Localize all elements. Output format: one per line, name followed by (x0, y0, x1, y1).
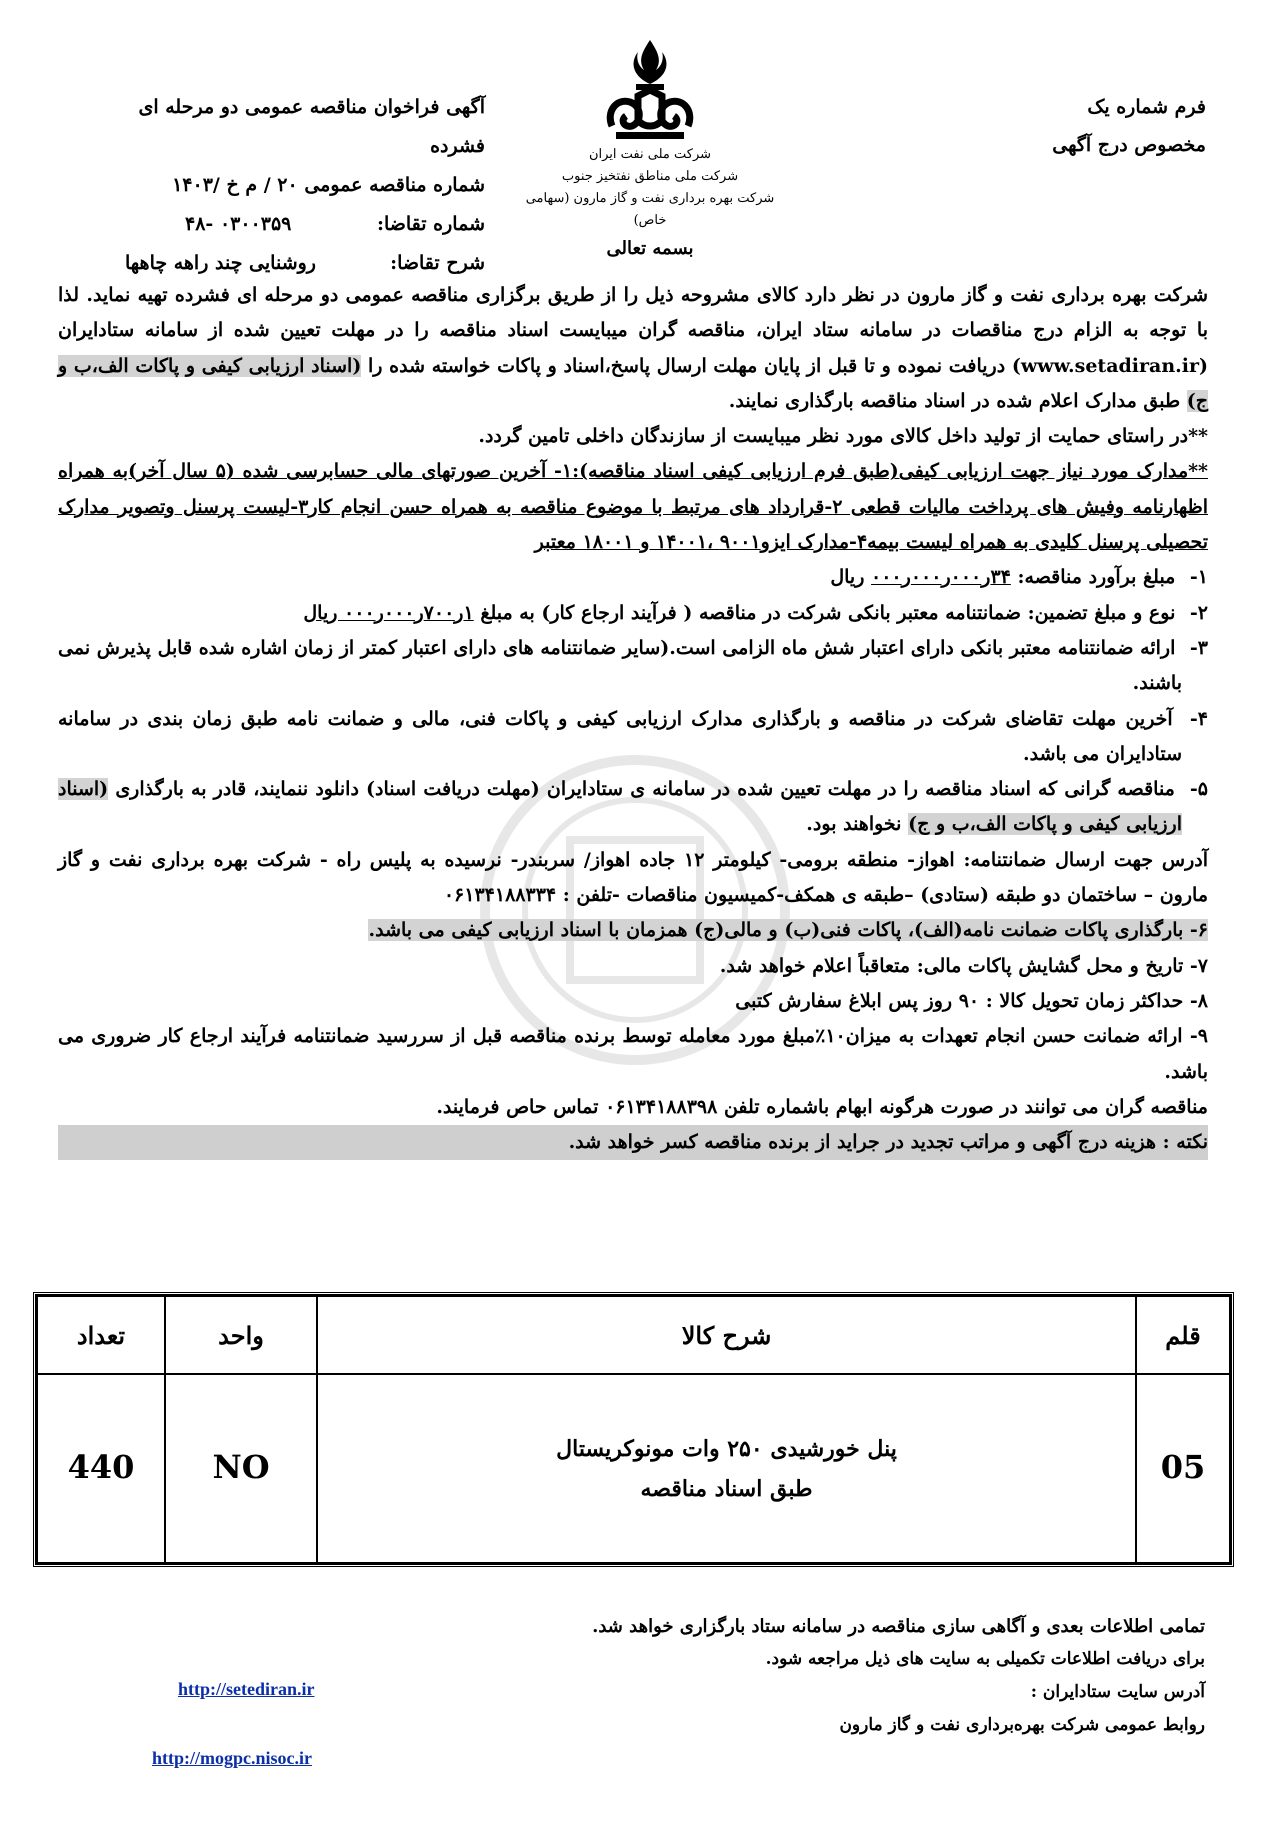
bismillah: بسمه تعالی (606, 238, 694, 259)
item-8: ۸- حداکثر زمان تحویل کالا : ۹۰ روز پس ابلاغ سفارش کتبی (735, 989, 1208, 1012)
footer-line-2: برای دریافت اطلاعات تکمیلی به سایت های ذیل مراجعه شود. (765, 1649, 1205, 1669)
quantity-value: 440 (67, 1447, 135, 1486)
company-name-1: شرکت ملی نفت ایران (588, 147, 712, 162)
cell-quantity (37, 1374, 165, 1563)
mogpc-link[interactable]: http://mogpc.nisoc.ir (152, 1748, 312, 1768)
item-2 (58, 596, 1208, 631)
item-4 (58, 702, 1208, 773)
cell-item (1136, 1374, 1230, 1563)
footer-line-1: تمامی اطلاعات بعدی و آگاهی سازی مناقصه در سامانه ستاد بارگزاری خواهد شد. (592, 1616, 1205, 1637)
intro-text-end: طبق مدارک اعلام شده در اسناد مناقصه بارگذاری نمایند. (728, 389, 1181, 412)
item-9: ۹- ارائه ضمانت حسن انجام تعهدات به میزان۱۰٪مبلغ مورد معامله توسط برنده مناقصه قبل از سررسید ضمانتنامه فرآیند ارجاع کار ضروری می باشد. (58, 1025, 1208, 1083)
tender-number-row (125, 166, 485, 205)
notice-title: آگهی فراخوان مناقصه عمومی دو مرحله ای فشرده (138, 96, 485, 157)
request-desc-value: روشنایی چند راهه چاهها (125, 252, 316, 274)
request-number-label: شماره تقاضا: (376, 213, 485, 235)
item-code: 05 (1160, 1447, 1206, 1486)
item-text: مناقصه گرانی که اسناد مناقصه را در مهلت تعیین شده در سامانه ی ستادایران (مهلت دریافت اسناد) دانلود ننمایند، قادر به بارگذاری (115, 778, 1175, 801)
goods-table (33, 1292, 1234, 1567)
header-quantity: تعداد (37, 1296, 165, 1374)
item-text: مبلغ برآورد مناقصه: (1017, 566, 1176, 589)
tender-number-label: شماره مناقصه عمومی (304, 174, 485, 196)
item-number: ۱- (1189, 566, 1208, 589)
company-name-2: شرکت ملی مناطق نفتخیز جنوب (561, 169, 739, 184)
item-text-end: نخواهند بود. (806, 813, 902, 836)
intro-highlight: (اسناد ارزیابی کیفی و پاکات الف،ب و ج) (58, 354, 1208, 412)
company-name-3: شرکت بهره برداری نفت و گاز مارون (سهامی خاص) (525, 191, 775, 228)
tender-info (125, 88, 485, 283)
item-highlight: (اسناد ارزیابی کیفی و پاکات الف،ب و ج) (58, 778, 1182, 836)
estimate-amount: ۳۴ر۰۰۰ر۰۰۰ر۰۰۰ (871, 566, 1011, 589)
unit-value: NO (212, 1447, 270, 1486)
nioc-logo-icon (602, 36, 698, 144)
header-item: قلم (1136, 1296, 1230, 1374)
header-description: شرح کالا (317, 1296, 1136, 1374)
support-note: **در راستای حمایت از تولید داخل کالای مورد نظر میبایست از سازندگان داخلی تامین گردد. (478, 425, 1208, 448)
item-6 (58, 913, 1208, 948)
company-logo-block (520, 36, 780, 259)
form-purpose: مخصوص درج آگهی (1052, 134, 1206, 156)
cell-description (317, 1374, 1136, 1563)
form-number: فرم شماره یک (1087, 96, 1206, 118)
setediran-link[interactable]: http://setediran.ir (178, 1679, 315, 1699)
table-row (37, 1374, 1230, 1563)
footer-line-3: آدرس سایت ستادایران : (1030, 1682, 1205, 1702)
item-number: ۵- (1189, 778, 1208, 801)
cell-unit (165, 1374, 317, 1563)
note-bar: نکته : هزینه درج آگهی و مراتب تجدید در جراید از برنده مناقصه کسر خواهد شد. (58, 1125, 1208, 1160)
item-text: آخرین مهلت تقاضای شرکت در مناقصه و بارگذاری مدارک ارزیابی کیفی و پاکات فنی، مالی و ضمانت نامه طبق زمان بندی در سامانه ستادایران می باشد. (58, 707, 1182, 765)
request-number-value: ۰۳۰۰۳۵۹ -۴۸ (185, 213, 292, 235)
item-number: ۲- (1189, 601, 1208, 624)
item-number: ۴- (1189, 707, 1208, 730)
item-1 (58, 560, 1208, 595)
intro-text: شرکت بهره برداری نفت و گاز مارون در نظر دارد کالای مشروحه ذیل را از طریق برگزاری مناقصه عمومی دو مرحله ای فشرده تهیه نماید. لذا با توجه به الزام درج مناقصات در سامانه ستاد ایران، مناقصه گران میبایست اسناد مناقصه را در مهلت تعیین شده از سامانه ستادایران (www.setadiran.ir) دریافت نموده و تا قبل از پایان مهلت ارسال پاسخ،اسناد و پاکات خواسته شده را (58, 284, 1208, 377)
item-number: ۳- (1189, 636, 1208, 659)
table-header-row (37, 1296, 1230, 1374)
item-text: ارائه ضمانتنامه معتبر بانکی دارای اعتبار شش ماه الزامی است.(سایر ضمانتنامه های دارای اعتبار کمتر از زمان اشاره شده قابل پذیرش نمی باشند. (58, 636, 1182, 695)
footer-info (305, 1610, 1205, 1742)
item-3 (58, 631, 1208, 702)
header-unit: واحد (165, 1296, 317, 1374)
form-info (956, 88, 1206, 164)
tender-number-value: ۲۰ / م خ /۱۴۰۳ (172, 174, 298, 196)
notice-body (58, 278, 1208, 1160)
qualification-docs: **مدارک مورد نیاز جهت ارزیابی کیفی(طبق فرم ارزیابی کیفی اسناد مناقصه):۱- آخرین صورتهای مالی حسابرسی شده (۵ سال آخر)به همراه اظهارنامه وفیش های پرداخت مالیات قطعی ۲-قرارداد های مرتبط با موضوع مناقصه به همراه حسن انجام کار۳-لیست پرسنل وتصویر مدارک تحصیلی پرسنل کلیدی به همراه لیست بیمه۴-مدارک ایزو۹۰۰۱ ،۱۴۰۰۱ و ۱۸۰۰۱ معتبر (58, 460, 1208, 554)
item-unit: ریال (830, 566, 865, 589)
request-desc-label: شرح تقاضا: (390, 252, 485, 274)
item-text: نوع و مبلغ تضمین: ضمانتنامه معتبر بانکی شرکت در مناقصه ( فرآیند ارجاع کار) به مبلغ (480, 601, 1176, 624)
item-6-text: ۶- بارگذاری پاکات ضمانت نامه(الف)، پاکات فنی(ب) و مالی(ج) همزمان با اسناد ارزیابی کیفی می باشد. (368, 919, 1208, 942)
request-number-row (125, 205, 485, 244)
footer-line-4: روابط عمومی شرکت بهره‌برداری نفت و گاز مارون (839, 1715, 1205, 1735)
goods-description-note: طبق اسناد مناقصه (640, 1475, 813, 1502)
goods-description: پنل خورشیدی ۲۵۰ وات مونوکریستال (556, 1435, 897, 1462)
intro-paragraph (58, 278, 1208, 419)
item-5 (58, 772, 1208, 843)
guarantee-amount: ۱ر۷۰۰ر۰۰۰ر۰۰۰ ریال (303, 601, 474, 624)
contact-line: مناقصه گران می توانند در صورت هرگونه ابهام باشماره تلفن ۰۶۱۳۴۱۸۸۳۹۸ تماس حاص فرمایند. (436, 1095, 1208, 1118)
guarantee-address: آدرس جهت ارسال ضمانتنامه: اهواز- منطقه برومی- کیلومتر ۱۲ جاده اهواز/ سربندر- نرسیده به پلیس راه - شرکت بهره برداری نفت و گاز مارون – ساختمان دو طبقه (ستادی) –طبقه ی همکف-کمیسیون مناقصات -تلفن : ۰۶۱۳۴۱۸۸۳۳۴ (58, 848, 1208, 907)
item-7: ۷- تاریخ و محل گشایش پاکات مالی: متعاقباً اعلام خواهد شد. (719, 954, 1208, 977)
